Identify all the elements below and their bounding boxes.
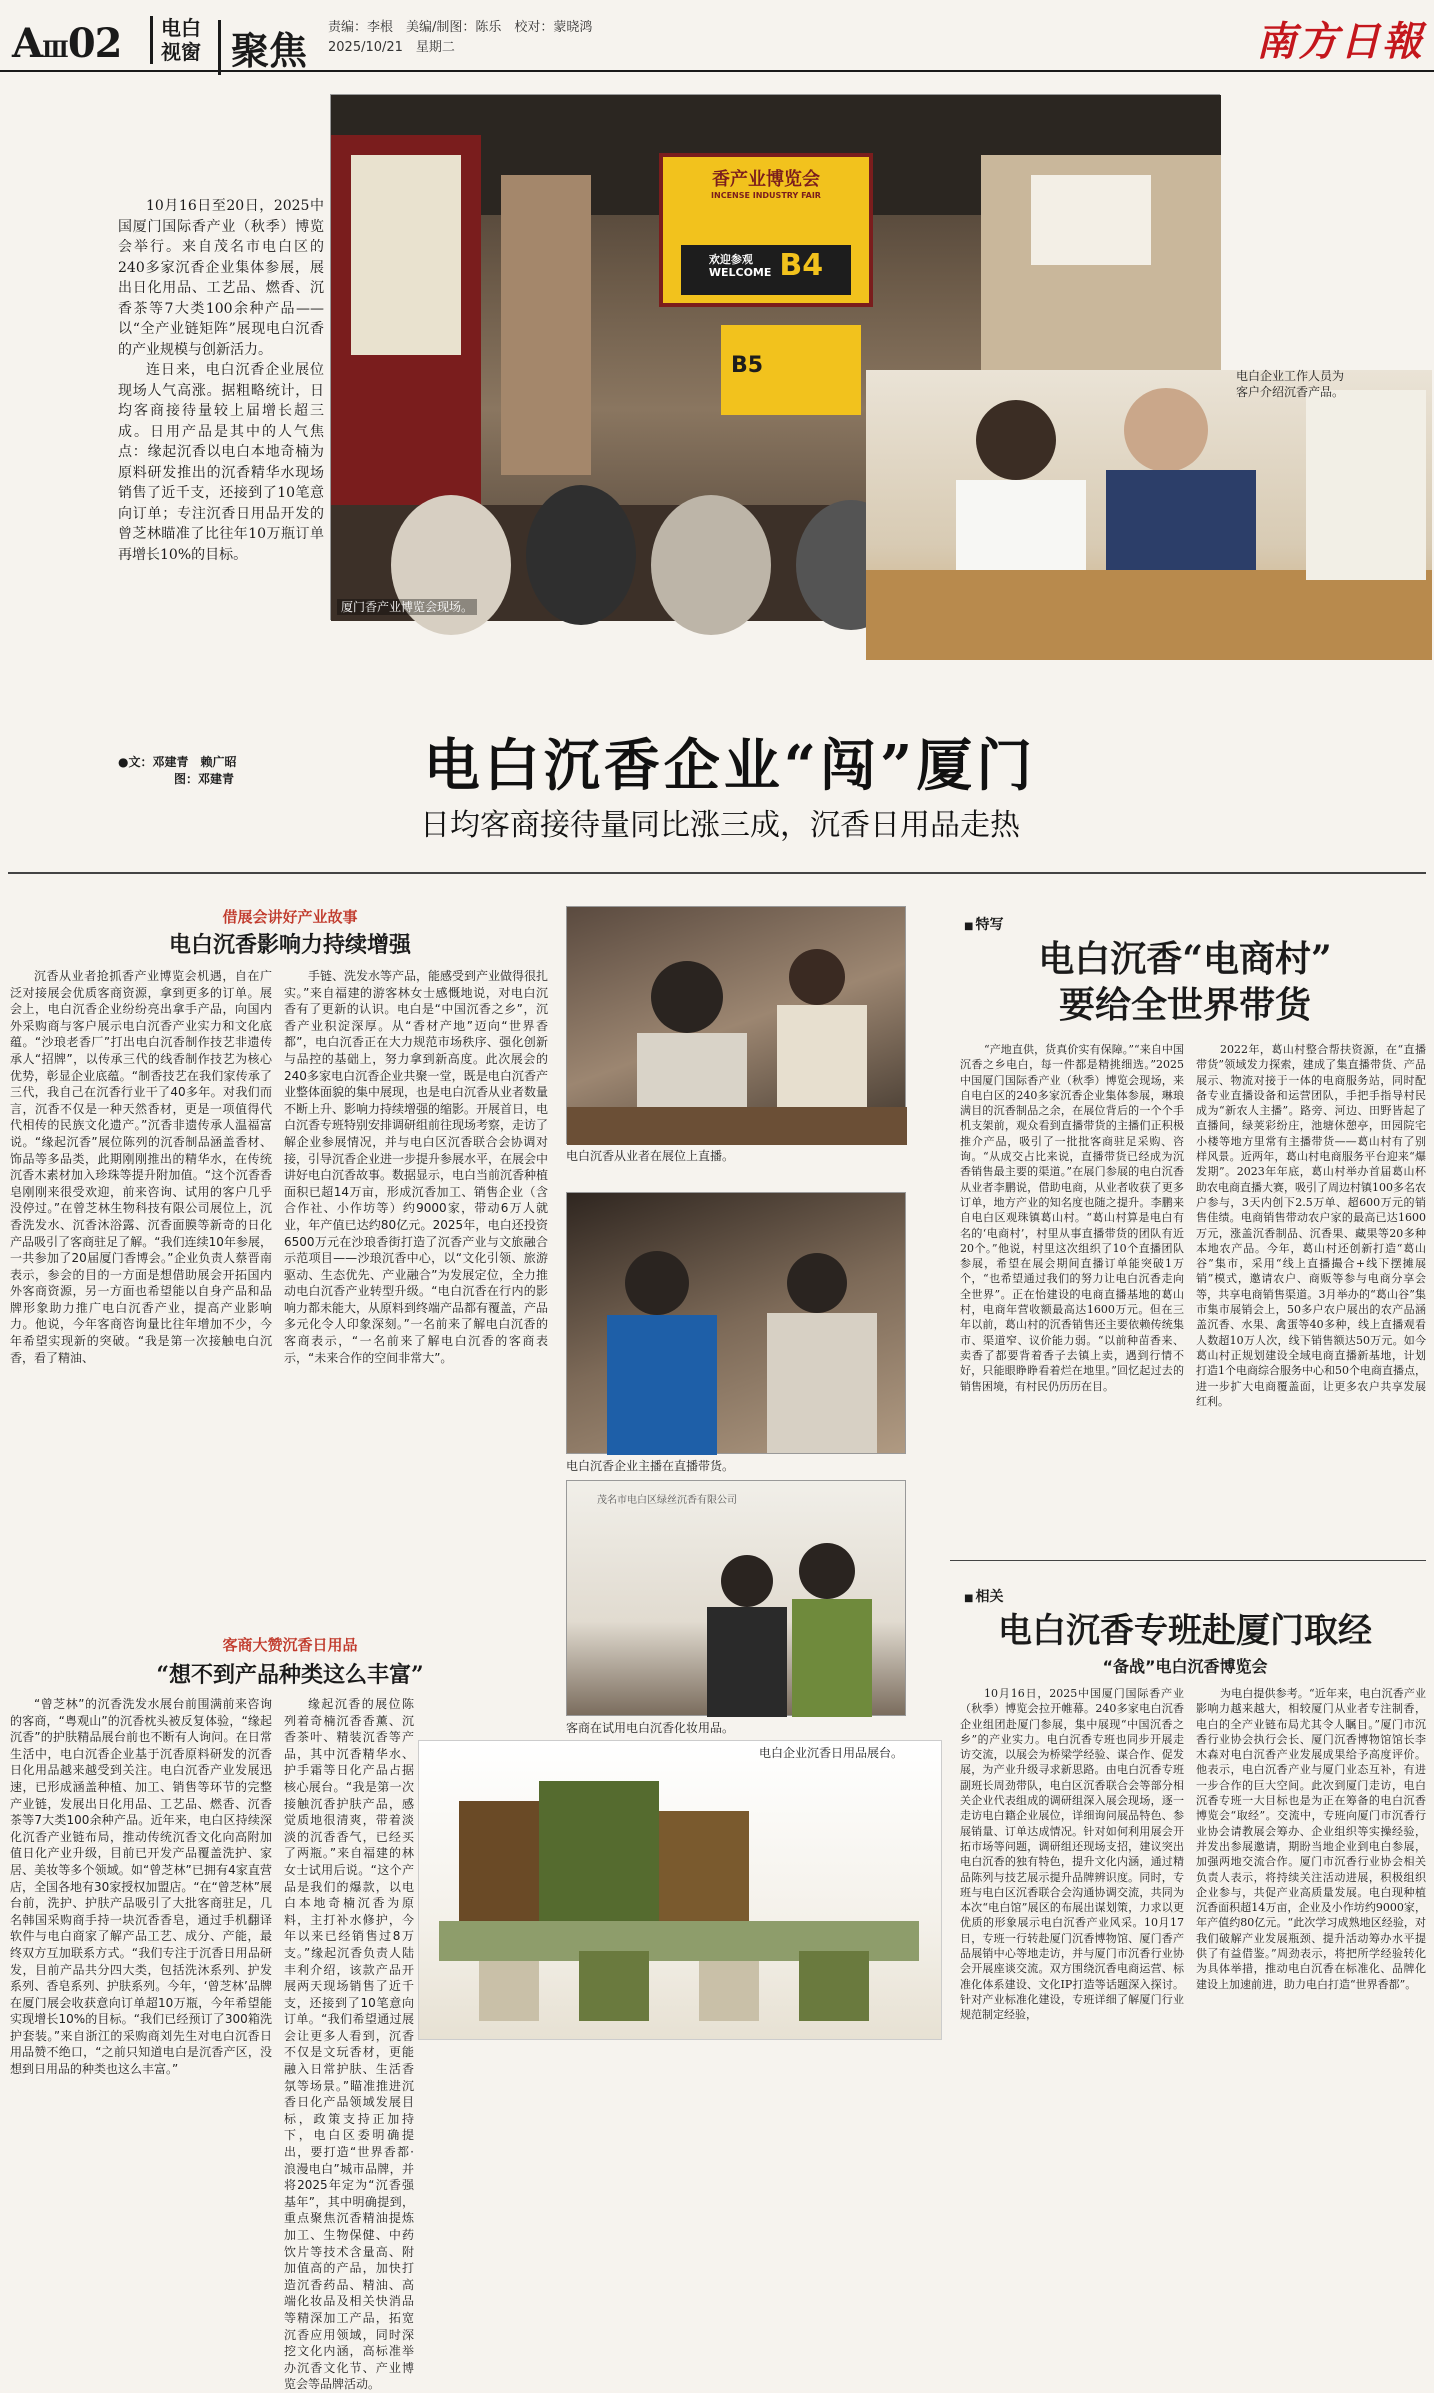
section-title: 聚焦 [218, 20, 307, 75]
side-photo [866, 370, 1432, 660]
anchor-caption: 电白沉香企业主播在直播带货。 [566, 1459, 735, 1473]
story3-col2: 2022年，葛山村整合帮扶资源，在“直播带货”领域发力探索，建成了集直播带货、产品展示、物流对接于一体的电商服务站，同时配备专业直播设备和运营团队，手把手指导村民成为“新农人主播”。路旁、河边、田野皆起了直播间，绿荚彩纷庄，池塘休憩亭，田园院宅小楼等地方里常有主播带货——葛山村有了别样风景。近两年，葛山村电商服务平台迎来“爆发期”。2023年年底，葛山村举办首届葛山杯助农电商直播大赛，吸引了周边村镇100多名农户参与，3天内创下2.5万单、超600万元的销售佳绩。电商销售带动农户家的最高已达1600万元，涨盖沉香制品、沉香果、藏果等20多种本地农产品。今年，葛山村还创新打造“葛山谷”集市，采用“线上直播撮合+线下摆摊展销”模式，邀请农户、商贩等参与电商分享会等，共享电商销售渠道。3月举办的“葛山谷”集市集市展销会上，50多户农户展出的农产品涵盖沉香、水果、禽蛋等40多种，线上直播观看人数超10万人次，线下销售额达50万元。如今葛山村正规划建设全域电商直播新基地，计划打造1个电商综合服务中心和50个电商直播点，进一步扩大电商覆盖面，让更多农户共享发展红利。 [1196, 1043, 1426, 1408]
story3-title1: 电白沉香“电商村” [1038, 938, 1332, 980]
story1-title: 电白沉香影响力持续增强 [168, 932, 411, 958]
column-line2: 视窗 [161, 40, 201, 64]
side-photo-caption: 电白企业工作人员为客户介绍沉香产品。 [1236, 369, 1345, 399]
edition-meta [328, 18, 592, 58]
trial-photo [566, 1480, 906, 1716]
booth-sign: 茂名市电白区绿丝沉香有限公司 [597, 1495, 737, 1506]
story4-title: 电白沉香专班赴厦门取经 [998, 1611, 1372, 1651]
intro-paragraph-2: 连日来，电白沉香企业展位现场人气高涨。据粗略统计，日均客商接待量较上届增长超三成。日用产品是其中的人气焦点：缘起沉香以电白本地奇楠为原料研发推出的沉香精华水现场销售了近千支，还接到了10笔意向订单；专注沉香日用品开发的曾芝林瞄准了比往年10万瓶订单再增长10%的目标。 [118, 362, 324, 563]
products-caption: 电白企业沉香日用品展台。 [759, 1746, 904, 1760]
story2-col2: 缘起沉香的展位陈列着奇楠沉香香薰、沉香茶叶、精装沉香等产品，其中沉香精华水、护手霜等日化产品占据核心展台。“我是第一次接触沉香护肤产品，感觉质地很清爽，带着淡淡的沉香香气，已经买了两瓶。”来自福建的林女士试用后说。“这个产品是我们的爆款，以电白本地奇楠沉香为原料，主打补水修护，今年以来已经销售过8万支。”缘起沉香负责人陆丰利介绍，该款产品开展两天现场销售了近千支，还接到了10笔意向订单。“我们希望通过展会让更多人看到，沉香不仅是文玩香材，更能融入日常护肤、生活香氛等场景。”瞄准推进沉香日化产品领域发展目标，政策支持正加持下，电白区委明确提出，要打造“世界香都·浪漫电白”城市品牌，并将2025年定为“沉香强基年”，其中明确提到，重点聚焦沉香精油提炼加工、生物保健、中药饮片等技术含量高、附加值高的产品，加快打造沉香药品、精油、高端化妆品及相关快消品等精深加工产品，拓宽沉香应用领域，同时深挖文化内涵，高标准举办沉香文化节、产业博览会等品牌活动。 [284, 1697, 414, 2392]
intro-paragraph-1: 10月16日至20日，2025中国厦门国际香产业（秋季）博览会举行。来自茂名市电白区的240多家沉香企业集体参展，展出日化用品、工艺品、燃香、沉香茶等7大类100余种产品——以“全产业链矩阵”展现电白沉香的产业规模与创新活力。 [118, 198, 324, 358]
trial-illustration [567, 1481, 907, 1717]
main-photo-caption: 厦门香产业博览会现场。 [337, 599, 477, 615]
page-edition: Ⅲ [42, 37, 68, 63]
divider [8, 872, 1426, 874]
intro-text [118, 196, 324, 565]
expo-sign-en: INCENSE INDUSTRY FAIR [711, 191, 821, 200]
livestream-illustration [567, 907, 907, 1145]
products-illustration [419, 1741, 943, 2041]
hall-b5-sign: B5 [731, 353, 764, 378]
story1-col1: 沉香从业者抢抓香产业博览会机遇，自在广泛对接展会优质客商资源，拿到更多的订单。展会上，电白沉香企业纷纷亮出拿手产品，向国内外采购商与客户展示电白沉香产业实力和文化底蕴。“沙琅老香厂”打出电白沉香制作技艺非遗传承人“招牌”，以传承三代的线香制作技艺为核心优势，彰显企业底蕴。“制香技艺在我们家传承了三代，我自己在沉香行业干了40多年。对我们而言，沉香不仅是一种天然香材，更是一项值得代代相传的民族文化遗产。”沉香非遗传承人温福富说。“缘起沉香”展位陈列的沉香制品涵盖香材、饰品等多品类，此期刚刚推出的精华水，在传统沉香木素材加入珍珠等提升附加值。“这个沉香香皂刚刚来很受欢迎，前来咨询、试用的客户几乎没停过。”在曾芝林生物科技有限公司展位上，沉香洗发水、沉香沐浴露、沉香面膜等新奇的日化产品吸引了客商驻足了解。“我们连续10年参展，一共参加了20届厦门香博会。”企业负责人蔡晋南表示，参会的目的一方面是想借助展会开拓国内外客商资源，另一方面也希望能以自身产品和品牌形象助力推广电白沉香产业，提高产业影响力。他说，今年客商咨询量比往年增加不少，今年希望实现新的突破。“我是第一次接触电白沉香，看了精油、 [10, 969, 272, 1365]
column-line1: 电白 [161, 16, 201, 40]
hall-b4-sign: B4 [779, 248, 824, 283]
page-num: 02 [67, 20, 122, 67]
byline-writers: ●文：邓建青 赖广昭 [118, 755, 237, 769]
editors-line: 责编：李根 美编/制图：陈乐 校对：蒙晓鸿 [328, 20, 593, 35]
story4-col2: 为电白提供参考。“近年来，电白沉香产业影响力越来越大，相较厦门从业者专注制香，电白的全产业链布局尤其令人瞩目。”厦门市沉香行业协会执行会长、厦门沉香博物馆馆长李木森对电白沉香产业发展成果给予高度评价。他表示，电白沉香产业与厦门业态互补，有进一步合作的巨大空间。此次到厦门走访，电白沉香专班一大目标也是为正在筹备的电白沉香博览会“取经”。交流中，专班向厦门市沉香行业协会请教展会筹办、企业组织等实操经验，并发出参展邀请，期盼当地企业到电白参展，加强两地交流合作。厦门市沉香行业协会相关负责人表示，将持续关注活动进展，积极组织企业参与，共促产业高质量发展。电白现种植沉香面积超14万亩，企业及小作坊约9000家，年产值约80亿元。“此次学习成熟地区经验，对我们破解产业发展瓶颈、提升活动筹办水平提供了有益借鉴。”周劲表示，将把所学经验转化为具体举措，推动电白沉香在标准化、品牌化建设上加速前进，助力电白打造“世界香都”。 [1196, 1687, 1426, 1991]
expo-sign [661, 157, 871, 283]
masthead [0, 0, 1434, 72]
byline-photo: 图：邓建青 [174, 772, 235, 786]
sub-headline: 日均客商接待量同比涨三成，沉香日用品走热 [420, 808, 1020, 843]
story3-tag: ■ 特写 [964, 914, 1003, 934]
story2-title: “想不到产品种类这么丰富” [156, 1662, 424, 1688]
page-letter: A [12, 20, 43, 67]
welcome-sign-cn: 欢迎参观 [708, 252, 753, 266]
livestream-caption: 电白沉香从业者在展位上直播。 [566, 1149, 735, 1163]
trial-caption: 客商在试用电白沉香化妆用品。 [566, 1721, 735, 1735]
anchor-photo [566, 1192, 906, 1454]
story4-subtitle: “备战”电白沉香博览会 [1102, 1657, 1268, 1676]
story1-col2: 手链、洗发水等产品，能感受到产业做得很扎实。”来自福建的游客林女士感慨地说，对电白沉香有了更新的认识。电白是“中国沉香之乡”，沉香产业积淀深厚。从“香材产地”迈向“世界香都”，电白沉香正在大力规范市场秩序、强化创新与品控的基础上，努力拿到新高度。此次展会的240多家电白沉香企业共聚一堂，既是电白沉香产业整体面貌的集中展现，也是电白沉香从业者数量不断上升、影响力持续增强的缩影。开展首日，电白沉香专班特别安排调研组前往现场考察，走访了解企业参展情况，并与电白区沉香联合会协调对接，引导沉香企业进一步提升参展水平，在展会中讲好电白沉香故事。数据显示，电白当前沉香种植面积已超14万亩，形成沉香加工、销售企业（含合作社、小作坊等）约9000家，带动6万人就业，年产值已达约80亿元。2025年，电白还投资6500万元在沙琅香街打造了沉香产业与文旅融合示范项目——沙琅沉香中心，以“文化引领、旅游驱动、生态优先、产业融合”为发展定位，全力推动电白沉香产业转型升级。“电白沉香在行内的影响力都未能大，从原料到终端产品都有覆盖，产品多元化令人印象深刻。”一名前来了解电白沉香的客商表示，“一名前来了解电白沉香的客商表示，“未来合作的空间非常大”。 [284, 969, 549, 1365]
livestream-photo [566, 906, 906, 1144]
story-divider [950, 1560, 1426, 1561]
main-headline: 电白沉香企业“闯”厦门 [423, 733, 1037, 799]
story3-col1: “产地直供，货真价实有保障。”“来自中国沉香之乡电白，每一件都是精挑细选。”2025中国厦门国际香产业（秋季）博览会现场，来自电白区的240多家沉香企业集体参展，琳琅满目的沉香制品之余，在展位背后的一个个手机支架前，观众看到直播带货的主播们正积极推介产品，吸引了一批批客商驻足采购、咨询。“从成交占比来说，直播带货已经成为沉香销售最主要的渠道。”在展门参展的电白沉香从业者李鹏说，借助电商，从业者收获了更多订单，地方产业的知名度也随之提升。李鹏来自电白区观珠镇葛山村。“葛山村算是电白有名的‘电商村’，村里从事直播带货的团队有近20个。”他说，村里这次组织了10个直播团队参展，希望在展会期间直播订单能突破1万个，“也希望通过我们的努力让电白沉香走向全世界”。正在怡建设的电商直播基地的葛山村，电商年营收额最高达1600万元。但在三年以前，葛山村的沉香销售还主要依赖传统集市、渠道窄、议价能力弱。“以前种苗香来、卖香了都要背着香子去镇上卖，遇到行情不好，只能眼睁睁看着烂在地里。”回忆起过去的销售困境，有村民仍历历在目。 [960, 1043, 1184, 1393]
story3-title2: 要给全世界带货 [1058, 984, 1311, 1026]
story4-tag: ■ 相关 [964, 1586, 1003, 1606]
products-photo [418, 1740, 942, 2040]
anchor-illustration [567, 1193, 907, 1455]
staff-illustration [866, 370, 1432, 660]
expo-sign-cn: 香产业博览会 [712, 169, 820, 190]
column-name [150, 16, 201, 64]
story4-col1: 10月16日，2025中国厦门国际香产业（秋季）博览会拉开帷幕。240多家电白沉香企业组团赴厦门参展，集中展现“中国沉香之乡”的产业实力。电白沉香专班也同步开展走访交流，以展会为桥梁学经验、谋合作、促发展，为产业升级寻求新思路。由电白沉香专班副班长周劲带队，电白区沉香联合会等部分相关企业代表组成的调研组深入展会现场，逐一走访电白籍企业展位，详细询问展品特色、参展销量、订单达成情况。针对如何利用展会开拓市场等问题，调研组还现场支招，建议突出电白沉香的独有特色，提升文化内涵，通过精品陈列与技艺展示提升品牌辨识度。同时，专班与电白区沉香联合会沟通协调交流，共同为本次“电白馆”展区的布展出谋划策，力求以更优质的形象展示电白沉香产业风采。10月17日，专班一行转赴厦门沉香博物馆、厦门香产品展销中心等地走访，并与厦门市沉香行业协会开展座谈交流。双方围绕沉香电商运营、标准化体系建设、文化IP打造等话题深入探讨。针对产业标准化建设，专班详细了解厦门行业规范制定经验， [960, 1687, 1184, 2022]
newspaper-logo: 南方日報 [1256, 18, 1424, 65]
date-line: 2025/10/21 星期二 [328, 40, 455, 55]
story1-kicker: 借展会讲好产业故事 [222, 908, 358, 926]
byline [118, 754, 236, 788]
story2-kicker: 客商大赞沉香日用品 [222, 1636, 358, 1654]
story2-col1: “曾芝林”的沉香洗发水展台前围满前来咨询的客商，“粤观山”的沉香枕头被反复体验，“缘起沉香”的护肤精品展台前也不断有人询问。在日常生活中，电白沉香企业基于沉香原料研发的沉香日化用品越来越受到关注。电白沉香产业发展迅速，已形成涵盖种植、加工、销售等环节的完整产业链，发展出日化用品、工艺品、燃香、沉香茶等7大类100余种产品。近年来，电白区持续深化沉香产业链布局，推动传统沉香文化向高附加值日化产业升级，目前已开发产品覆盖洗护、家居、美妆等多个领域。如“曾芝林”已拥有4家直营店，全国各地有30家授权加盟店。“在“曾芝林”展台前，洗护、护肤产品吸引了大批客商驻足，几名韩国采购商手持一块沉香香皂，通过手机翻译软件与电白商家了解产品工艺、成分、产能，最终双方互加联系方式。“我们专注于沉香日用品研发，目前产品共分四大类，包括洗沐系列、护发系列、香皂系列、护肤系列。今年，‘曾芝林’品牌在厦门展会收获意向订单超10万瓶，今年希望能实现增长10%的目标。“我们已经预订了300箱洗护套装。”来自浙江的采购商刘先生对电白沉香日用品赞不绝口，“之前只知道电白是沉香产区，没想到日用品的种类也这么丰富。” [10, 1697, 272, 2077]
page-number [12, 20, 122, 67]
welcome-sign-en: WELCOME [708, 265, 772, 279]
